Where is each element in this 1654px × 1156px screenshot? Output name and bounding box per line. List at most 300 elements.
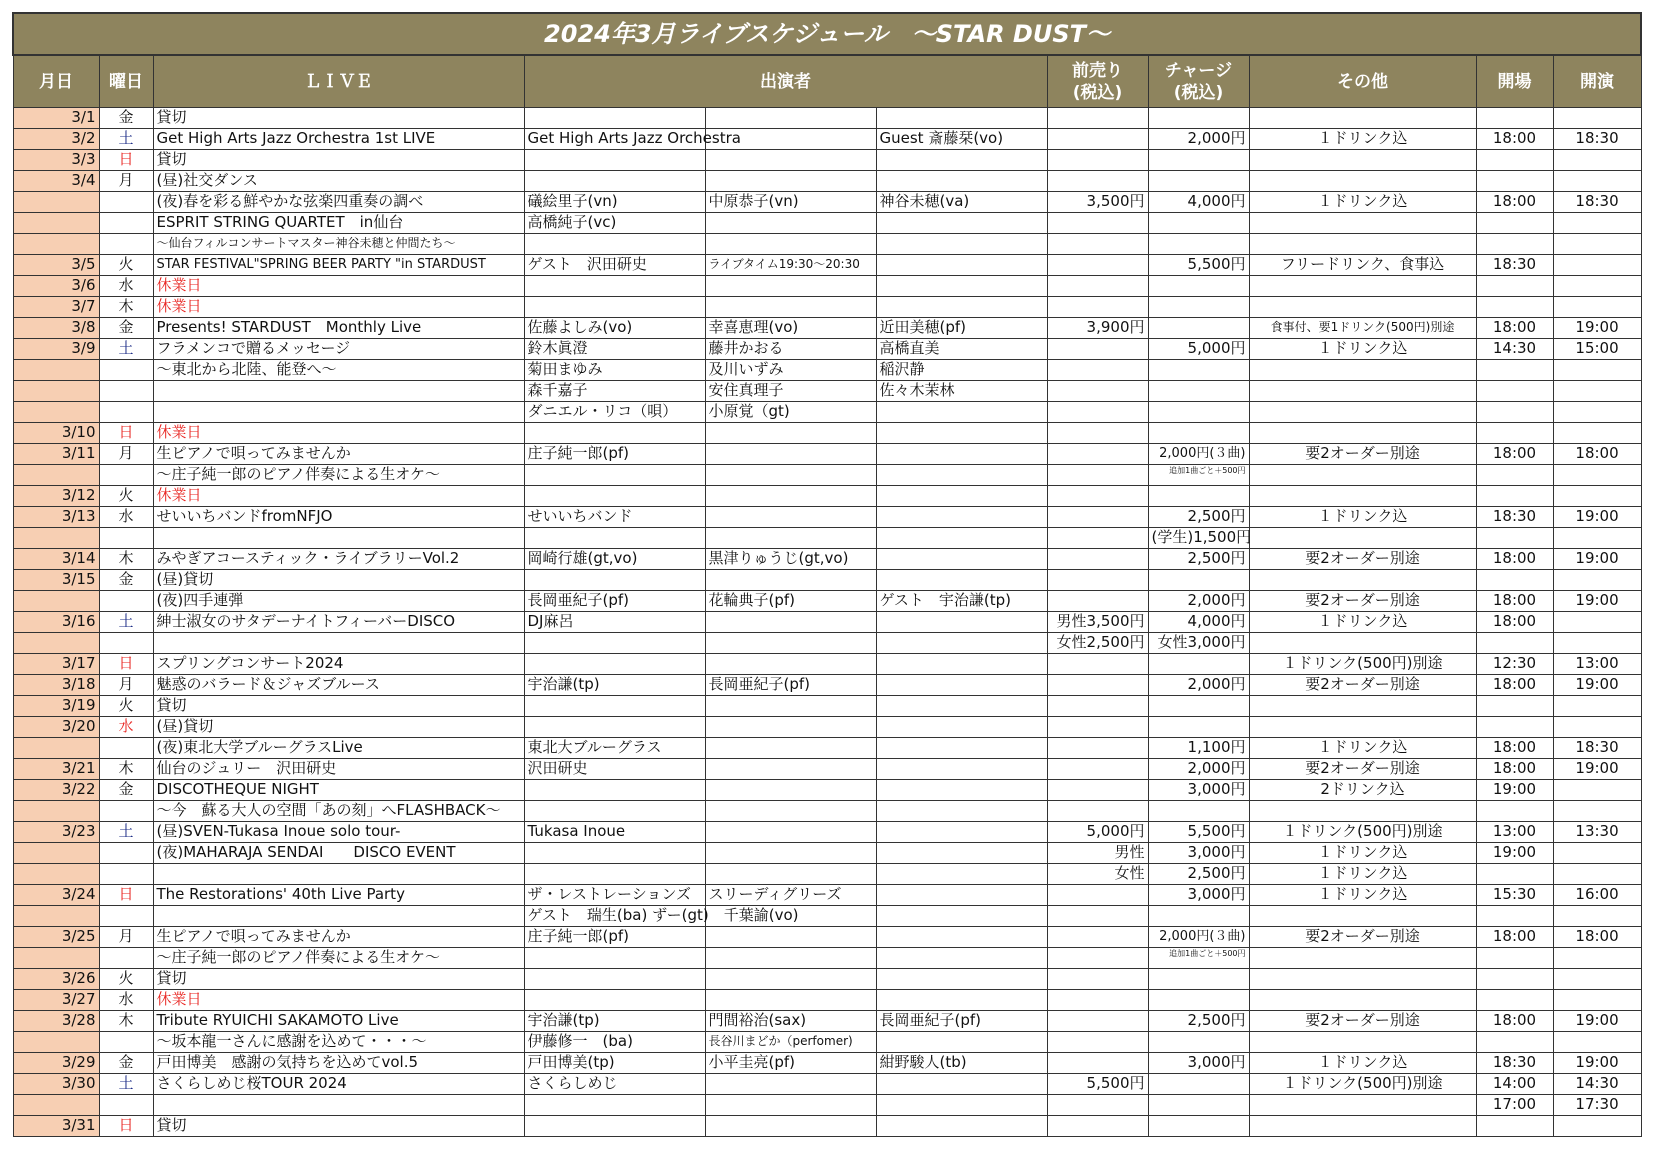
- cell-live: STAR FESTIVAL"SPRING BEER PARTY "in STARDUST: [153, 255, 524, 276]
- cell-date: [13, 402, 99, 423]
- cell-perf1: [524, 234, 705, 255]
- schedule: [12, 12, 1640, 1137]
- cell-dow: 水: [99, 507, 153, 528]
- table-row: [13, 129, 1641, 150]
- cell-date: 3/28: [13, 1011, 99, 1032]
- table-row: [13, 1053, 1641, 1074]
- cell-open: [1476, 213, 1553, 234]
- cell-live: (昼)貸切: [153, 717, 524, 738]
- cell-other: [1249, 570, 1476, 591]
- cell-date: 3/12: [13, 486, 99, 507]
- cell-open: 18:00: [1476, 591, 1553, 612]
- cell-other: １ドリンク込: [1249, 1053, 1476, 1074]
- cell-perf1: 庄子純一郎(pf): [524, 927, 705, 948]
- cell-dow: 木: [99, 1011, 153, 1032]
- cell-advance: [1047, 696, 1148, 717]
- cell-start: 15:00: [1553, 339, 1641, 360]
- cell-open: [1476, 276, 1553, 297]
- cell-other: 食事付、要1ドリンク(500円)別途: [1249, 318, 1476, 339]
- cell-charge: 1,100円: [1148, 738, 1249, 759]
- cell-other: １ドリンク込: [1249, 738, 1476, 759]
- cell-perf1: [524, 171, 705, 192]
- cell-live: ～庄子純一郎のピアノ伴奏による生オケ～: [153, 465, 524, 486]
- cell-live: 貸切: [153, 1116, 524, 1137]
- cell-perf1: [524, 297, 705, 318]
- cell-date: [13, 213, 99, 234]
- cell-charge: [1148, 360, 1249, 381]
- cell-dow: [99, 738, 153, 759]
- cell-charge: 2,000円: [1148, 675, 1249, 696]
- cell-advance: [1047, 591, 1148, 612]
- cell-dow: 金: [99, 1053, 153, 1074]
- cell-advance: [1047, 276, 1148, 297]
- table-row: [13, 1095, 1641, 1116]
- cell-perf1: 佐藤よしみ(vo): [524, 318, 705, 339]
- cell-perf3: [876, 150, 1047, 171]
- cell-dow: [99, 948, 153, 969]
- cell-perf1: ゲスト 沢田研史: [524, 255, 705, 276]
- cell-live: [153, 633, 524, 654]
- cell-perf1: [524, 150, 705, 171]
- cell-advance: [1047, 801, 1148, 822]
- table-row: [13, 444, 1641, 465]
- cell-other: [1249, 1095, 1476, 1116]
- cell-charge: 2,000円(３曲): [1148, 444, 1249, 465]
- table-row: [13, 738, 1641, 759]
- cell-perf1: DJ麻呂: [524, 612, 705, 633]
- cell-other: １ドリンク込: [1249, 339, 1476, 360]
- cell-perf2: [705, 612, 876, 633]
- cell-live: ESPRIT STRING QUARTET in仙台: [153, 213, 524, 234]
- cell-start: [1553, 696, 1641, 717]
- cell-open: 18:00: [1476, 192, 1553, 213]
- cell-charge: [1148, 486, 1249, 507]
- cell-perf2: [705, 1095, 876, 1116]
- cell-dow: [99, 843, 153, 864]
- cell-perf2: [705, 654, 876, 675]
- cell-date: [13, 1032, 99, 1053]
- cell-date: [13, 381, 99, 402]
- cell-perf2: [705, 528, 876, 549]
- cell-perf3: [876, 927, 1047, 948]
- table-row: [13, 633, 1641, 654]
- cell-perf1: [524, 108, 705, 129]
- cell-charge: [1148, 1032, 1249, 1053]
- cell-advance: [1047, 906, 1148, 927]
- cell-perf3: [876, 507, 1047, 528]
- table-row: [13, 696, 1641, 717]
- cell-dow: 土: [99, 612, 153, 633]
- cell-start: 19:00: [1553, 591, 1641, 612]
- cell-open: 18:00: [1476, 318, 1553, 339]
- cell-other: [1249, 234, 1476, 255]
- cell-perf3: [876, 906, 1047, 927]
- cell-perf1: 礒絵里子(vn): [524, 192, 705, 213]
- cell-perf2: 藤井かおる: [705, 339, 876, 360]
- cell-advance: 女性: [1047, 864, 1148, 885]
- cell-charge: [1148, 108, 1249, 129]
- cell-perf3: [876, 465, 1047, 486]
- cell-start: [1553, 171, 1641, 192]
- cell-other: [1249, 402, 1476, 423]
- cell-charge: [1148, 297, 1249, 318]
- cell-charge: 4,000円: [1148, 192, 1249, 213]
- cell-advance: [1047, 1011, 1148, 1032]
- cell-open: [1476, 297, 1553, 318]
- cell-advance: 5,000円: [1047, 822, 1148, 843]
- cell-start: [1553, 612, 1641, 633]
- cell-date: 3/2: [13, 129, 99, 150]
- cell-start: 14:30: [1553, 1074, 1641, 1095]
- cell-perf3: [876, 486, 1047, 507]
- cell-open: [1476, 633, 1553, 654]
- cell-live: (夜)四手連弾: [153, 591, 524, 612]
- cell-live: 生ピアノで唄ってみませんか: [153, 927, 524, 948]
- cell-date: [13, 906, 99, 927]
- cell-perf3: [876, 528, 1047, 549]
- cell-perf3: [876, 1074, 1047, 1095]
- cell-perf3: [876, 969, 1047, 990]
- cell-perf2: 及川いずみ: [705, 360, 876, 381]
- cell-start: 19:00: [1553, 675, 1641, 696]
- cell-perf2: [705, 948, 876, 969]
- cell-dow: 金: [99, 318, 153, 339]
- cell-live: [153, 528, 524, 549]
- cell-perf1: ダニエル・リコ（唄）: [524, 402, 705, 423]
- cell-perf1: [524, 633, 705, 654]
- cell-advance: [1047, 465, 1148, 486]
- cell-start: [1553, 423, 1641, 444]
- cell-date: 3/9: [13, 339, 99, 360]
- cell-start: [1553, 801, 1641, 822]
- cell-perf2: [705, 717, 876, 738]
- cell-live: (昼)社交ダンス: [153, 171, 524, 192]
- cell-date: 3/16: [13, 612, 99, 633]
- cell-dow: 金: [99, 780, 153, 801]
- cell-start: [1553, 276, 1641, 297]
- table-row: [13, 255, 1641, 276]
- cell-dow: 月: [99, 171, 153, 192]
- cell-dow: [99, 213, 153, 234]
- cell-advance: [1047, 486, 1148, 507]
- cell-dow: [99, 192, 153, 213]
- cell-perf2: [705, 864, 876, 885]
- cell-open: 18:00: [1476, 738, 1553, 759]
- cell-perf3: [876, 570, 1047, 591]
- cell-start: [1553, 780, 1641, 801]
- cell-charge: [1148, 423, 1249, 444]
- cell-perf2: [705, 990, 876, 1011]
- cell-advance: 女性2,500円: [1047, 633, 1148, 654]
- table-row: [13, 801, 1641, 822]
- cell-perf3: 佐々木茉林: [876, 381, 1047, 402]
- cell-live: (夜)春を彩る鮮やかな弦楽四重奏の調べ: [153, 192, 524, 213]
- cell-dow: 水: [99, 276, 153, 297]
- cell-advance: [1047, 360, 1148, 381]
- cell-other: 要2オーダー別途: [1249, 1011, 1476, 1032]
- cell-perf1: ザ・レストレーションズ: [524, 885, 705, 906]
- cell-dow: 日: [99, 1116, 153, 1137]
- header-other: その他: [1249, 55, 1476, 108]
- cell-advance: [1047, 381, 1148, 402]
- table-row: [13, 843, 1641, 864]
- cell-charge: [1148, 990, 1249, 1011]
- cell-dow: [99, 1095, 153, 1116]
- cell-perf3: [876, 696, 1047, 717]
- cell-advance: [1047, 717, 1148, 738]
- cell-start: [1553, 234, 1641, 255]
- cell-perf2: 長岡亜紀子(pf): [705, 675, 876, 696]
- cell-charge: 2,000円: [1148, 759, 1249, 780]
- cell-live: [153, 864, 524, 885]
- cell-start: [1553, 465, 1641, 486]
- cell-other: １ドリンク(500円)別途: [1249, 822, 1476, 843]
- cell-perf2: ライブタイム19:30～20:30: [705, 255, 876, 276]
- cell-perf3: [876, 759, 1047, 780]
- cell-date: 3/3: [13, 150, 99, 171]
- cell-perf1: 森千嘉子: [524, 381, 705, 402]
- cell-open: 18:00: [1476, 129, 1553, 150]
- cell-charge: 女性3,000円: [1148, 633, 1249, 654]
- cell-advance: [1047, 1116, 1148, 1137]
- cell-open: [1476, 150, 1553, 171]
- cell-perf3: 近田美穂(pf): [876, 318, 1047, 339]
- cell-charge: 5,000円: [1148, 339, 1249, 360]
- cell-charge: [1148, 276, 1249, 297]
- cell-live: DISCOTHEQUE NIGHT: [153, 780, 524, 801]
- cell-perf1: Tukasa Inoue: [524, 822, 705, 843]
- cell-dow: [99, 402, 153, 423]
- cell-perf2: 幸喜恵理(vo): [705, 318, 876, 339]
- cell-other: [1249, 486, 1476, 507]
- cell-charge: [1148, 150, 1249, 171]
- cell-date: 3/17: [13, 654, 99, 675]
- cell-perf2: [705, 465, 876, 486]
- cell-start: [1553, 969, 1641, 990]
- cell-advance: [1047, 1095, 1148, 1116]
- cell-open: [1476, 906, 1553, 927]
- cell-advance: [1047, 297, 1148, 318]
- cell-perf2: スリーディグリーズ: [705, 885, 876, 906]
- cell-open: [1476, 465, 1553, 486]
- cell-start: 18:30: [1553, 192, 1641, 213]
- cell-dow: 金: [99, 108, 153, 129]
- cell-open: 18:00: [1476, 549, 1553, 570]
- cell-charge: [1148, 969, 1249, 990]
- cell-charge: 3,000円: [1148, 885, 1249, 906]
- cell-perf1: 沢田研史: [524, 759, 705, 780]
- cell-advance: [1047, 570, 1148, 591]
- cell-charge: 5,500円: [1148, 255, 1249, 276]
- header-date: 月日: [13, 55, 99, 108]
- cell-open: [1476, 402, 1553, 423]
- cell-perf1: 岡崎行雄(gt,vo): [524, 549, 705, 570]
- cell-start: 18:00: [1553, 927, 1641, 948]
- cell-charge: [1148, 696, 1249, 717]
- cell-advance: [1047, 129, 1148, 150]
- cell-live: 貸切: [153, 108, 524, 129]
- cell-charge: 3,000円: [1148, 843, 1249, 864]
- cell-dow: [99, 864, 153, 885]
- cell-perf3: 高橋直美: [876, 339, 1047, 360]
- cell-perf2: [705, 108, 876, 129]
- table-row: [13, 948, 1641, 969]
- table-row: [13, 507, 1641, 528]
- cell-other: 2ドリンク込: [1249, 780, 1476, 801]
- cell-advance: [1047, 948, 1148, 969]
- cell-live: さくらしめじ桜TOUR 2024: [153, 1074, 524, 1095]
- table-row: [13, 570, 1641, 591]
- cell-date: 3/31: [13, 1116, 99, 1137]
- table-row: [13, 612, 1641, 633]
- cell-dow: [99, 465, 153, 486]
- cell-open: [1476, 171, 1553, 192]
- cell-start: [1553, 381, 1641, 402]
- cell-start: [1553, 213, 1641, 234]
- cell-start: 19:00: [1553, 549, 1641, 570]
- cell-start: 16:00: [1553, 885, 1641, 906]
- cell-perf1: [524, 423, 705, 444]
- cell-perf2: [705, 843, 876, 864]
- cell-dow: [99, 381, 153, 402]
- cell-live: (昼)SVEN-Tukasa Inoue solo tour-: [153, 822, 524, 843]
- cell-perf3: [876, 276, 1047, 297]
- cell-advance: [1047, 654, 1148, 675]
- cell-other: [1249, 423, 1476, 444]
- cell-other: [1249, 297, 1476, 318]
- cell-perf3: [876, 402, 1047, 423]
- cell-open: 18:00: [1476, 612, 1553, 633]
- cell-perf3: [876, 444, 1047, 465]
- cell-charge: 追加1曲ごと＋500円: [1148, 465, 1249, 486]
- cell-start: [1553, 255, 1641, 276]
- cell-date: [13, 528, 99, 549]
- cell-perf1: [524, 1095, 705, 1116]
- cell-other: [1249, 465, 1476, 486]
- cell-date: 3/23: [13, 822, 99, 843]
- cell-start: [1553, 297, 1641, 318]
- cell-live: スプリングコンサート2024: [153, 654, 524, 675]
- cell-perf1: [524, 1116, 705, 1137]
- cell-advance: [1047, 528, 1148, 549]
- cell-dow: [99, 360, 153, 381]
- cell-live: [153, 402, 524, 423]
- table-row: [13, 864, 1641, 885]
- cell-date: [13, 360, 99, 381]
- cell-start: 18:30: [1553, 738, 1641, 759]
- cell-dow: 金: [99, 570, 153, 591]
- table-row: [13, 906, 1641, 927]
- cell-perf1: [524, 780, 705, 801]
- cell-perf3: [876, 297, 1047, 318]
- cell-perf2: 花輪典子(pf): [705, 591, 876, 612]
- cell-other: 要2オーダー別途: [1249, 591, 1476, 612]
- cell-live: 魅惑のバラード＆ジャズブルース: [153, 675, 524, 696]
- cell-other: [1249, 969, 1476, 990]
- cell-perf2: [705, 738, 876, 759]
- cell-perf2: [705, 213, 876, 234]
- cell-date: 3/26: [13, 969, 99, 990]
- cell-perf3: [876, 654, 1047, 675]
- table-row: [13, 1116, 1641, 1137]
- cell-dow: 土: [99, 1074, 153, 1095]
- cell-open: [1476, 696, 1553, 717]
- cell-open: [1476, 717, 1553, 738]
- cell-dow: 日: [99, 654, 153, 675]
- cell-open: [1476, 423, 1553, 444]
- cell-perf2: [705, 486, 876, 507]
- cell-perf1: [524, 528, 705, 549]
- header-live: ＬＩＶＥ: [153, 55, 524, 108]
- cell-dow: 土: [99, 822, 153, 843]
- cell-other: [1249, 150, 1476, 171]
- table-row: [13, 423, 1641, 444]
- cell-open: 18:00: [1476, 1011, 1553, 1032]
- cell-other: [1249, 633, 1476, 654]
- cell-perf1: 長岡亜紀子(pf): [524, 591, 705, 612]
- cell-dow: 木: [99, 759, 153, 780]
- header-advance-line1: 前売り: [1072, 60, 1123, 81]
- cell-perf2: 長谷川まどか（perfomer): [705, 1032, 876, 1053]
- cell-other: [1249, 108, 1476, 129]
- cell-other: フリードリンク、食事込: [1249, 255, 1476, 276]
- cell-dow: 火: [99, 696, 153, 717]
- cell-dow: 日: [99, 150, 153, 171]
- cell-live: 休業日: [153, 297, 524, 318]
- table-row: [13, 927, 1641, 948]
- schedule-table: [12, 12, 1642, 1137]
- table-row: [13, 339, 1641, 360]
- cell-open: [1476, 486, 1553, 507]
- cell-date: [13, 948, 99, 969]
- cell-advance: [1047, 1032, 1148, 1053]
- cell-start: [1553, 906, 1641, 927]
- cell-perf1: さくらしめじ: [524, 1074, 705, 1095]
- cell-start: 18:00: [1553, 444, 1641, 465]
- cell-advance: [1047, 1053, 1148, 1074]
- cell-other: [1249, 360, 1476, 381]
- cell-charge: [1148, 402, 1249, 423]
- cell-advance: [1047, 339, 1148, 360]
- cell-perf3: [876, 549, 1047, 570]
- cell-perf3: [876, 612, 1047, 633]
- cell-other: [1249, 1032, 1476, 1053]
- cell-start: 19:00: [1553, 1053, 1641, 1074]
- cell-dow: 月: [99, 927, 153, 948]
- cell-live: 仙台のジュリー 沢田研史: [153, 759, 524, 780]
- cell-perf3: 稲沢静: [876, 360, 1047, 381]
- cell-open: [1476, 528, 1553, 549]
- cell-advance: [1047, 675, 1148, 696]
- cell-perf1: [524, 654, 705, 675]
- cell-date: [13, 192, 99, 213]
- cell-start: 18:30: [1553, 129, 1641, 150]
- cell-open: 17:00: [1476, 1095, 1553, 1116]
- cell-other: １ドリンク込: [1249, 864, 1476, 885]
- cell-perf3: [876, 1032, 1047, 1053]
- table-row: [13, 969, 1641, 990]
- cell-date: [13, 234, 99, 255]
- cell-perf3: [876, 171, 1047, 192]
- cell-open: 13:00: [1476, 822, 1553, 843]
- cell-perf1: [524, 864, 705, 885]
- cell-perf2: [705, 759, 876, 780]
- cell-advance: 男性: [1047, 843, 1148, 864]
- cell-other: [1249, 906, 1476, 927]
- cell-open: 14:00: [1476, 1074, 1553, 1095]
- cell-charge: [1148, 1116, 1249, 1137]
- cell-charge: (学生)1,500円: [1148, 528, 1249, 549]
